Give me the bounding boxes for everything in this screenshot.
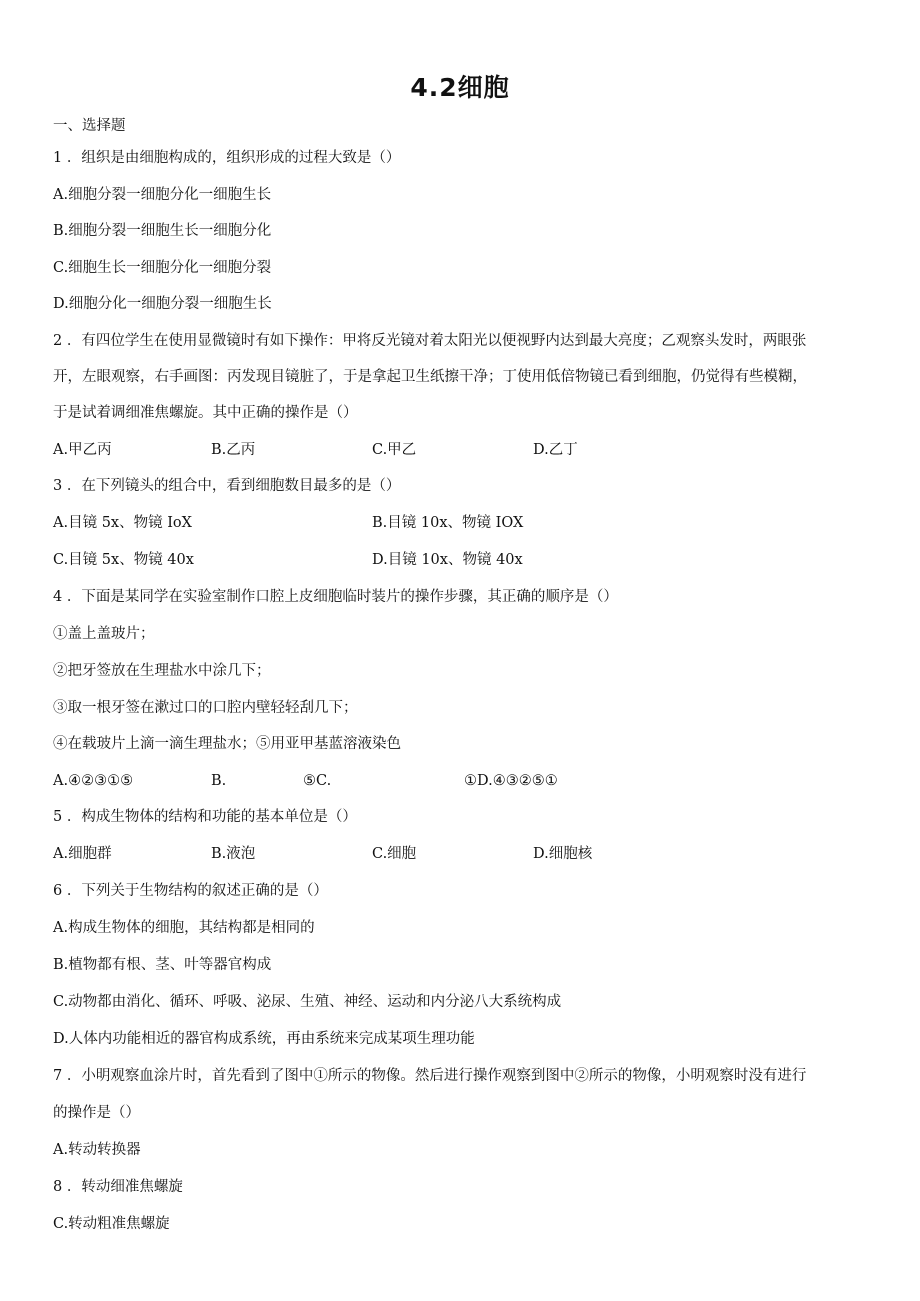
question-2-option-d: D.乙丁 <box>533 442 578 458</box>
question-2-option-a: A.甲乙丙 <box>53 442 112 458</box>
question-4-step-4: ④在载玻片上滴一滴生理盐水；⑤用亚甲基蓝溶液染色 <box>53 736 401 752</box>
question-6-option-a: A.构成生物体的细胞，其结构都是相同的 <box>53 920 315 936</box>
question-3-option-b: B.目镜 10x、物镜 IOX <box>372 515 524 531</box>
question-3-option-c: C.目镜 5x、物镜 40x <box>53 552 194 568</box>
question-5-option-c: C.细胞 <box>372 846 417 862</box>
question-6-stem: 6 ．下列关于生物结构的叙述正确的是（） <box>53 883 328 899</box>
question-4-step-2: ②把牙签放在生理盐水中涂几下； <box>53 663 271 679</box>
question-5-option-b: B.液泡 <box>211 846 256 862</box>
question-2-stem-line-1: 2 ．有四位学生在使用显微镜时有如下操作：甲将反光镜对着太阳光以便视野内达到最大亮度；乙观察头发时，两眼张 <box>53 333 807 349</box>
question-4-option-c: ⑤C. <box>303 773 332 789</box>
question-7-option-a: A.转动转换器 <box>53 1142 141 1158</box>
question-4-option-d: ①D.④③②⑤① <box>464 773 558 789</box>
question-2-stem-line-2: 开，左眼观察，右手画图：丙发现目镜脏了，于是拿起卫生纸擦干净；丁使用低倍物镜已看到细胞，仍觉得有些模糊， <box>53 369 807 385</box>
question-1-stem: 1 ．组织是由细胞构成的，组织形成的过程大致是（） <box>53 150 401 166</box>
question-4-step-3: ③取一根牙签在漱过口的口腔内壁轻轻刮几下； <box>53 700 358 716</box>
question-1-option-c: C.细胞生长一细胞分化一细胞分裂 <box>53 260 272 276</box>
section-heading: 一、选择题 <box>53 118 126 134</box>
question-3-stem: 3 ．在下列镜头的组合中，看到细胞数目最多的是（） <box>53 478 401 494</box>
question-4-option-b: B. <box>211 773 227 789</box>
question-1-option-d: D.细胞分化一细胞分裂一细胞生长 <box>53 296 272 312</box>
question-4-stem: 4 ．下面是某同学在实验室制作口腔上皮细胞临时装片的操作步骤，其正确的顺序是（） <box>53 589 618 605</box>
question-6-option-c: C.动物都由消化、循环、呼吸、泌尿、生殖、神经、运动和内分泌八大系统构成 <box>53 994 562 1010</box>
trailing-option-c: C.转动粗准焦螺旋 <box>53 1216 170 1232</box>
question-4-option-a: A.④②③①⑤ <box>53 773 134 789</box>
question-1-option-a: A.细胞分裂一细胞分化一细胞生长 <box>53 187 272 203</box>
question-3-option-d: D.目镜 10x、物镜 40x <box>372 552 523 568</box>
question-1-option-b: B.细胞分裂一细胞生长一细胞分化 <box>53 223 272 239</box>
question-5-option-d: D.细胞核 <box>533 846 593 862</box>
question-3-option-a: A.目镜 5x、物镜 IoX <box>53 515 192 531</box>
question-6-option-d: D.人体内功能相近的器官构成系统，再由系统来完成某项生理功能 <box>53 1031 475 1047</box>
question-7-stem-line-1: 7 ．小明观察血涂片时，首先看到了图中①所示的物像。然后进行操作观察到图中②所示的物像，小明观察时没有进行 <box>53 1068 807 1084</box>
question-8-stem: 8 ．转动细准焦螺旋 <box>53 1179 183 1195</box>
question-2-stem-line-3: 于是试着调细准焦螺旋。其中正确的操作是（） <box>53 405 358 421</box>
question-5-option-a: A.细胞群 <box>53 846 112 862</box>
question-2-option-b: B.乙丙 <box>211 442 256 458</box>
question-7-stem-line-2: 的操作是（） <box>53 1105 140 1121</box>
question-4-step-1: ①盖上盖玻片； <box>53 626 155 642</box>
question-2-option-c: C.甲乙 <box>372 442 417 458</box>
page-title: 4.2细胞 <box>410 73 510 102</box>
question-5-stem: 5 ．构成生物体的结构和功能的基本单位是（） <box>53 809 357 825</box>
question-6-option-b: B.植物都有根、茎、叶等器官构成 <box>53 957 272 973</box>
